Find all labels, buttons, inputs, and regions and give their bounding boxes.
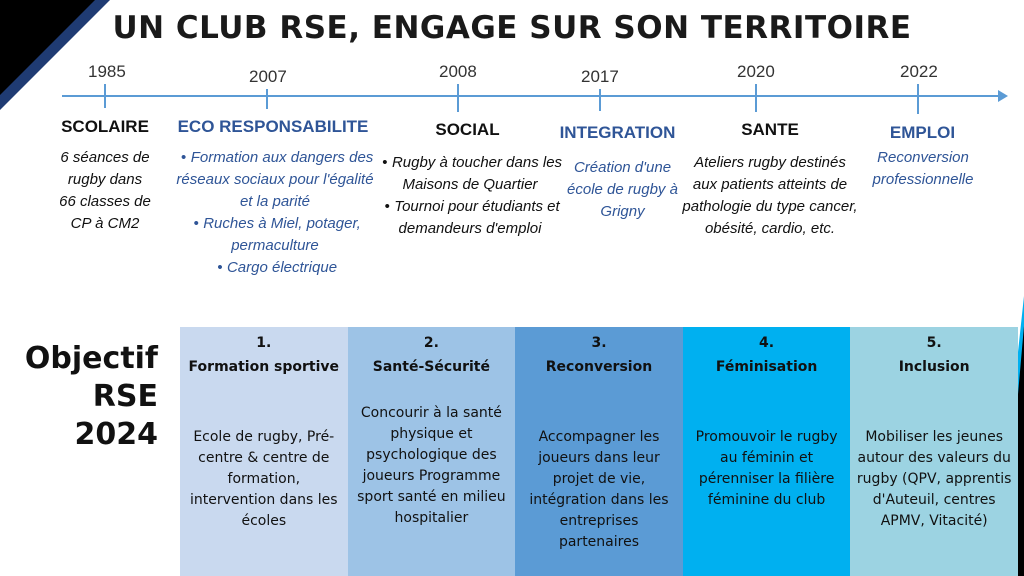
timeline-arrowhead: [998, 90, 1008, 102]
pillars-row: [180, 327, 1018, 576]
pillar-sante-securite: [348, 327, 516, 576]
pillar-feminisation: [683, 327, 851, 576]
pillar-name: Reconversion: [545, 359, 653, 375]
pillar-name: Féminisation: [715, 359, 818, 375]
bullet-text: Tournoi pour étudiants et demandeurs d'emploi: [394, 198, 560, 237]
desc-line: professionnelle: [872, 171, 974, 188]
bullet-text: Formation aux dangers des réseaux sociaux pour l'égalité et la parité: [176, 149, 374, 210]
objective-label: [20, 340, 158, 454]
bullet-icon: •: [382, 154, 388, 171]
desc-sante: [670, 152, 870, 240]
desc-line: rugby dans: [67, 171, 143, 188]
desc-line: CP à CM2: [70, 215, 140, 232]
heading-social: SOCIAL: [435, 120, 500, 139]
tick-2022: [917, 84, 919, 114]
heading-sante: SANTE: [741, 120, 799, 139]
desc-line: Grigny: [600, 203, 645, 220]
desc-emploi: [862, 147, 984, 191]
pillar-description: Promouvoir le rugby au féminin et pérenniser la filière féminine du club: [695, 429, 838, 508]
desc-social: [376, 152, 564, 240]
bullet-icon: •: [193, 215, 199, 232]
year-2008: 2008: [439, 62, 477, 81]
bullet-item: [170, 257, 380, 279]
desc-line: Création d'une: [573, 159, 672, 176]
heading-integration: INTEGRATION: [559, 123, 676, 142]
pillar-reconversion: [515, 327, 683, 576]
pillar-description: Mobiliser les jeunes autour des valeurs du rugby (QPV, apprentis d'Auteuil, centres APMV, Vitacité): [856, 429, 1012, 529]
pillar-number: 5.: [926, 335, 942, 351]
pillar-description: Concourir à la santé physique et psychologique des joueurs Programme sport santé en milieu hospitalier: [357, 405, 506, 526]
page-title: UN CLUB RSE, ENGAGE SUR SON TERRITOIRE: [112, 10, 912, 46]
pillar-name: Santé-Sécurité: [372, 359, 490, 375]
pillar-number: 3.: [591, 335, 607, 351]
pillar-number: 4.: [759, 335, 775, 351]
year-2022: 2022: [900, 62, 938, 81]
desc-line: Ateliers rugby destinés: [694, 154, 846, 171]
bullet-icon: •: [181, 149, 187, 166]
pillar-number: 2.: [423, 335, 439, 351]
pillar-name: Inclusion: [898, 359, 970, 375]
bullet-item: [170, 147, 380, 213]
pillar-name: Formation sportive: [188, 359, 340, 375]
year-2017: 2017: [581, 67, 619, 86]
heading-eco-responsabilite: ECO RESPONSABILITE: [177, 117, 369, 136]
desc-line: 66 classes de: [59, 193, 151, 210]
bullet-text: Rugby à toucher dans les Maisons de Quartier: [391, 154, 563, 193]
desc-eco-responsabilite: [170, 147, 380, 279]
bullet-icon: •: [217, 259, 223, 276]
desc-line: Reconversion: [877, 149, 969, 166]
pillar-description: Accompagner les joueurs dans leur projet de vie, intégration dans les entreprises partenaires: [529, 429, 669, 550]
tick-2017: [599, 89, 601, 111]
heading-emploi: EMPLOI: [889, 123, 956, 142]
tick-1985: [104, 84, 106, 108]
pillar-description: Ecole de rugby, Pré-centre & centre de formation, intervention dans les écoles: [190, 429, 338, 529]
year-2020: 2020: [737, 62, 775, 81]
heading-scolaire: SCOLAIRE: [61, 117, 149, 136]
tick-2007: [266, 89, 268, 109]
bullet-text: Cargo électrique: [226, 259, 338, 276]
objective-line: 2024: [74, 417, 158, 452]
desc-scolaire: [40, 147, 170, 235]
desc-line: obésité, cardio, etc.: [704, 220, 836, 237]
pillar-formation-sportive: [180, 327, 348, 576]
bullet-text: Ruches à Miel, potager, permaculture: [203, 215, 361, 254]
bullet-item: [170, 213, 380, 257]
desc-line: aux patients atteints de: [692, 176, 848, 193]
bullet-icon: •: [384, 198, 390, 215]
timeline-axis: [62, 95, 1000, 97]
objective-line: RSE: [92, 379, 158, 414]
bullet-item: [376, 196, 564, 240]
pillar-inclusion: [850, 327, 1018, 576]
year-2007: 2007: [249, 67, 287, 86]
desc-line: pathologie du type cancer,: [682, 198, 858, 215]
year-1985: 1985: [88, 62, 126, 81]
tick-2008: [457, 84, 459, 112]
bullet-item: [376, 152, 564, 196]
desc-line: 6 séances de: [60, 149, 150, 166]
objective-line: Objectif: [24, 341, 158, 376]
desc-line: école de rugby à: [567, 181, 678, 198]
tick-2020: [755, 84, 757, 112]
pillar-number: 1.: [256, 335, 272, 351]
